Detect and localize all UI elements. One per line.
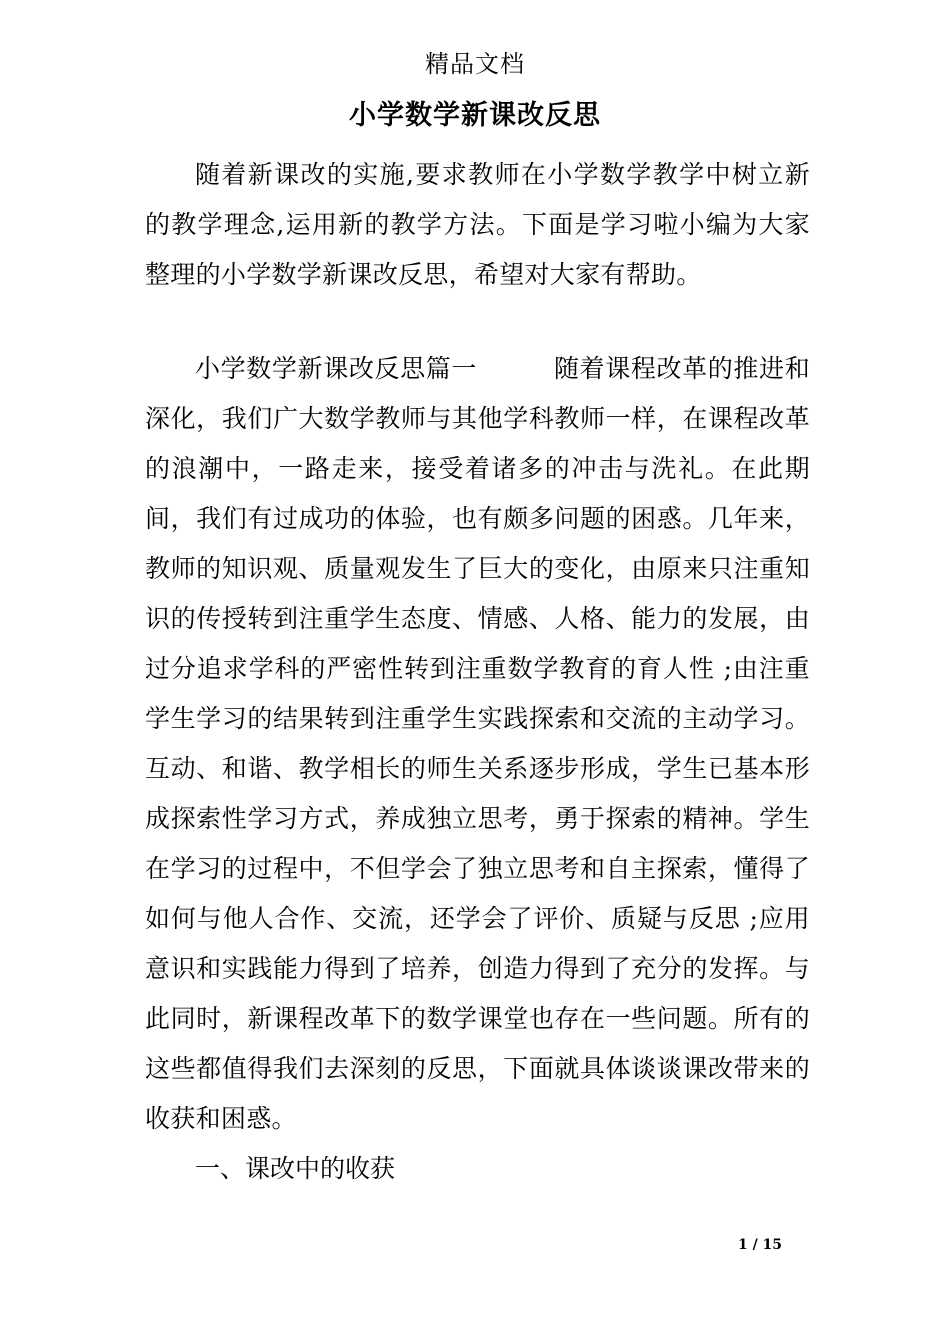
document-title: 小学数学新课改反思	[349, 100, 601, 131]
header-label: 精品文档	[425, 50, 525, 78]
intro-paragraph: 随着新课改的实施,要求教师在小学数学教学中树立新的教学理念,运用新的教学方法。下面是学习啦小编为大家整理的小学数学新课改反思，希望对大家有帮助。	[145, 160, 810, 289]
section-paragraph: 小学数学新课改反思篇一 随着课程改革的推进和深化，我们广大数学教师与其他学科教师一样，在课程改革的浪潮中，一路走来，接受着诸多的冲击与洗礼。在此期间，我们有过成功的体验，也有颇多问题的困惑。几年来，教师的知识观、质量观发生了巨大的变化，由原来只注重知识的传授转到注重学生态度、情感、人格、能力的发展，由过分追求学科的严密性转到注重数学教育的育人性 ;由注重学生学习的结果转到注重学生实践探索和交流的主动学习。互动、和谐、教学相长的师生关系逐步形成，学生已基本形成探索性学习方式，养成独立思考，勇于探索的精神。学生在学习的过程中，不但学会了独立思考和自主探索，懂得了如何与他人合作、交流，还学会了评价、质疑与反思 ;应用意识和实践能力得到了培养，创造力得到了充分的发挥。与此同时，新课程改革下的数学课堂也存在一些问题。所有的这些都值得我们去深刻的反思，下面就具体谈谈课改带来的收获和困惑。	[145, 354, 810, 1133]
page-number: 1 / 15	[737, 1237, 783, 1253]
section-subheading: 一、课改中的收获	[195, 1154, 396, 1183]
